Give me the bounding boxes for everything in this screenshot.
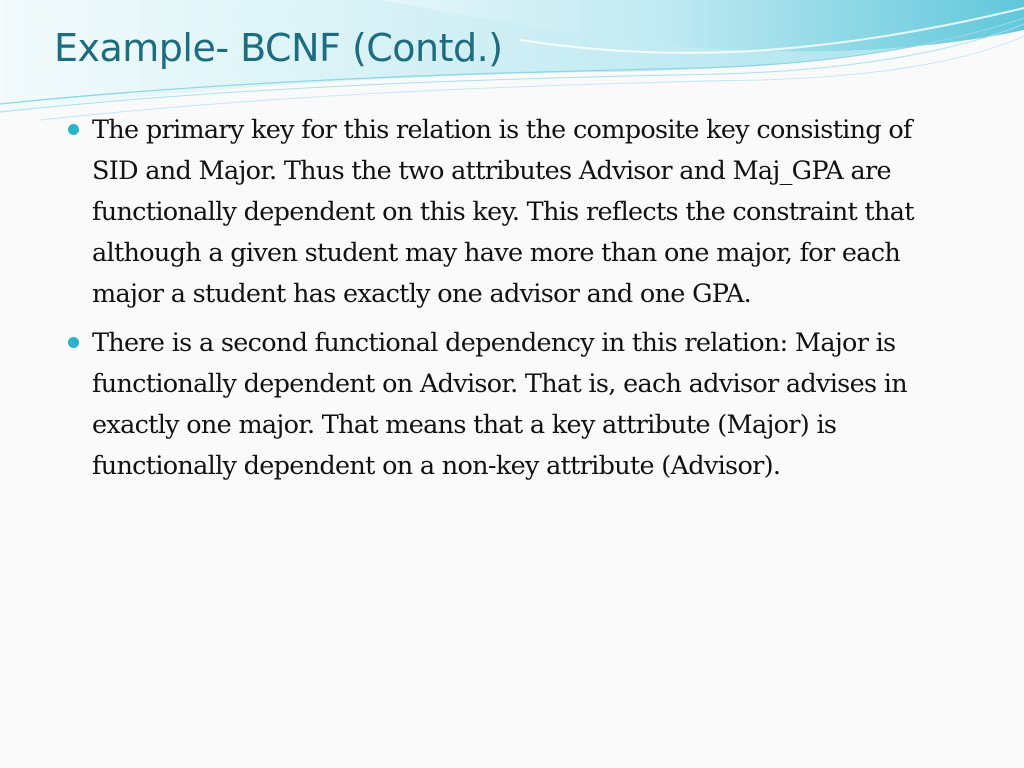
bullet-list	[62, 110, 962, 495]
bullet-text: The primary key for this relation is the composite key consisting of SID and Major. Thus the two attributes Advisor and Maj_GPA are functionally dependent on this key. This reflects the constraint that although a given student may have more than one major, for each major a student has exactly one advisor and one GPA.	[92, 115, 914, 309]
list-item	[62, 323, 962, 487]
bullet-dot-icon	[68, 337, 79, 348]
slide-title: Example- BCNF (Contd.)	[54, 26, 503, 70]
bullet-text: There is a second functional dependency in this relation: Major is functionally dependent on Advisor. That is, each advisor advises in exactly one major. That means that a key attribute (Major) is functionally dependent on a non-key attribute (Advisor).	[92, 328, 907, 481]
bullet-dot-icon	[68, 124, 79, 135]
list-item	[62, 110, 962, 315]
